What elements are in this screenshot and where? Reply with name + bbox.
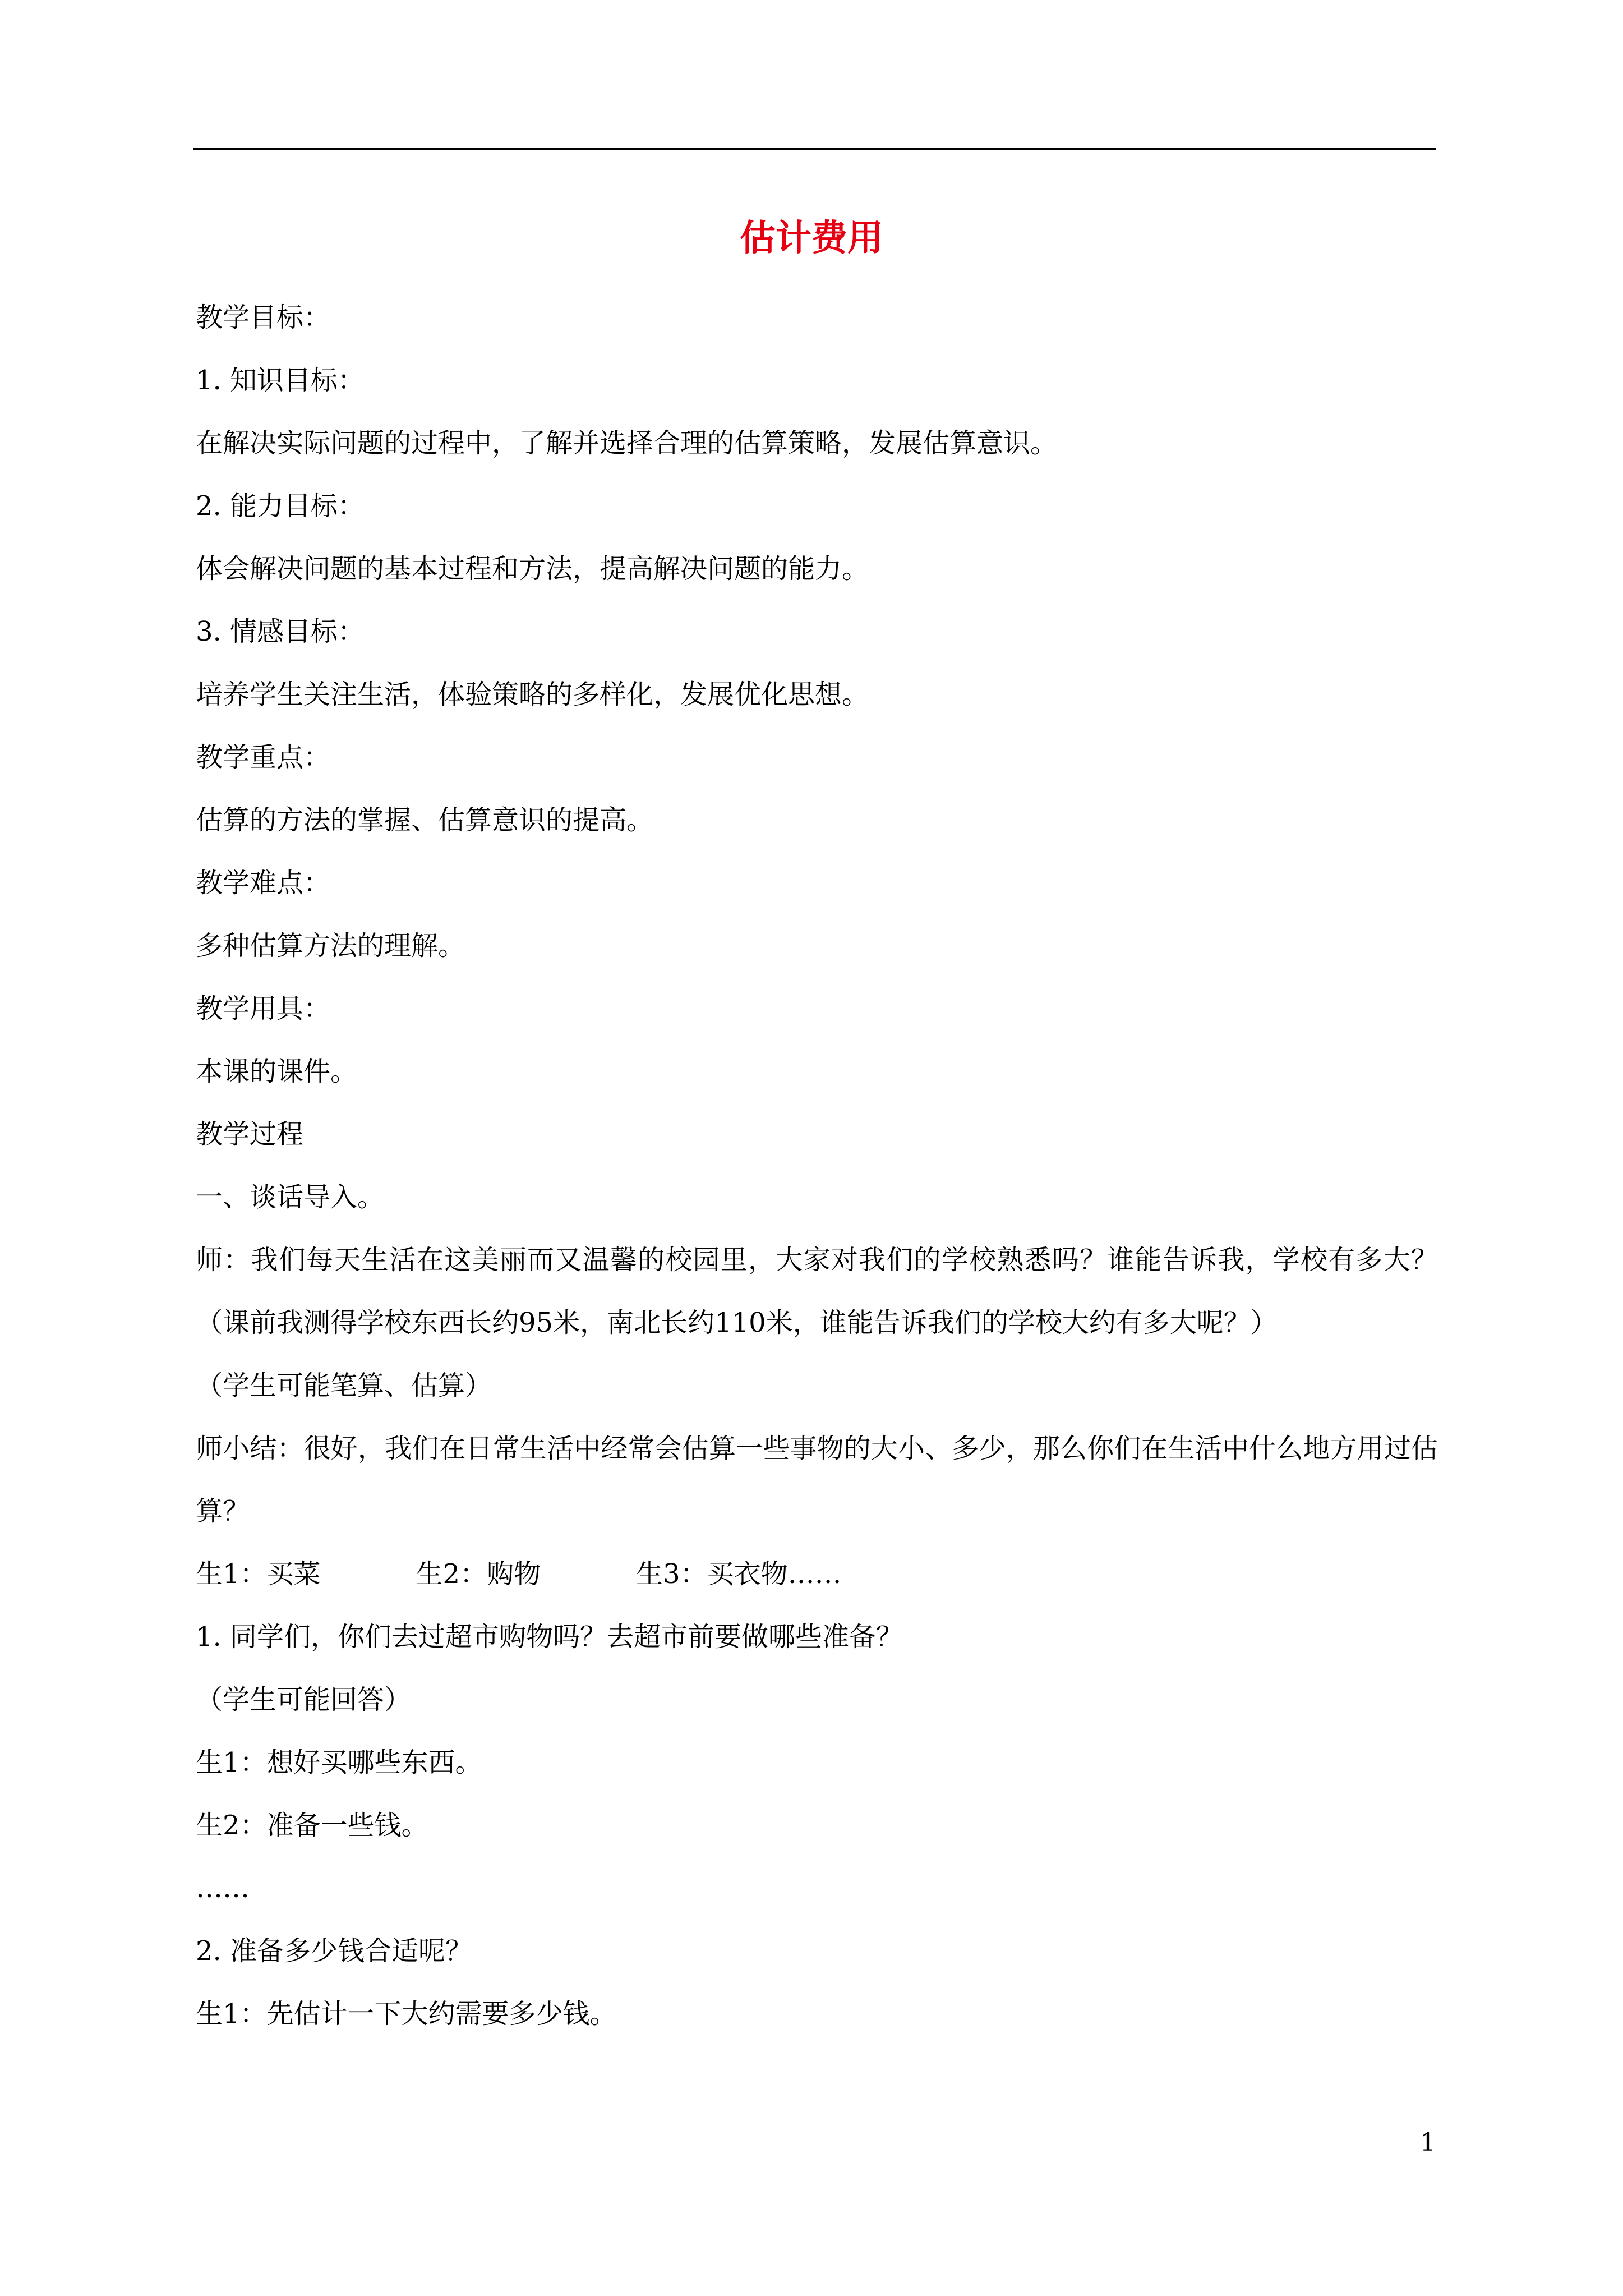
page-number: 1 — [1420, 2128, 1436, 2157]
paragraph: 师小结：很好，我们在日常生活中经常会估算一些事物的大小、多少，那么你们在生活中什么地方用过估算？ — [196, 1433, 1438, 1527]
paragraph: 教学过程 — [196, 1119, 304, 1150]
paragraph: 教学难点： — [196, 867, 331, 899]
paragraph: （学生可能笔算、估算） — [196, 1370, 492, 1401]
paragraph: …… — [196, 1872, 250, 1904]
paragraph: 生2：准备一些钱。 — [196, 1810, 428, 1841]
paragraph: 师：我们每天生活在这美丽而又温馨的校园里，大家对我们的学校熟悉吗？谁能告诉我，学校有多大？（课前我测得学校东西长约95米，南北长约110米，谁能告诉我们的学校大约有多大呢？） — [196, 1244, 1438, 1338]
paragraph: 2. 准备多少钱合适呢？ — [196, 1935, 473, 1967]
paragraph: 3. 情感目标： — [196, 616, 365, 647]
paragraph: 教学目标： — [196, 302, 331, 333]
paragraph: 教学用具： — [196, 993, 331, 1024]
paragraph: 多种估算方法的理解。 — [196, 930, 465, 961]
student-answer: 生1：买菜 — [196, 1558, 321, 1590]
paragraph: 估算的方法的掌握、估算意识的提高。 — [196, 804, 654, 836]
paragraph: 生1：先估计一下大约需要多少钱。 — [196, 1998, 617, 2030]
student-answers-line — [196, 1543, 1438, 1605]
paragraph: 1. 同学们，你们去过超市购物吗？去超市前要做哪些准备？ — [196, 1621, 903, 1653]
paragraph: 培养学生关注生活，体验策略的多样化，发展优化思想。 — [196, 679, 869, 710]
paragraph: 2. 能力目标： — [196, 490, 365, 522]
document-body — [196, 286, 1438, 2045]
student-answer: 生2：购物 — [416, 1558, 541, 1590]
document-title: 估计费用 — [740, 217, 883, 259]
header-rule — [193, 148, 1436, 150]
paragraph: 1. 知识目标： — [196, 365, 365, 396]
paragraph: 在解决实际问题的过程中，了解并选择合理的估算策略，发展估算意识。 — [196, 427, 1058, 459]
student-answer: 生3：买衣物…… — [636, 1558, 842, 1590]
paragraph: 体会解决问题的基本过程和方法，提高解决问题的能力。 — [196, 553, 869, 585]
paragraph: 教学重点： — [196, 742, 331, 773]
paragraph: 生1：想好买哪些东西。 — [196, 1747, 482, 1778]
paragraph: （学生可能回答） — [196, 1684, 412, 1715]
paragraph: 一、谈话导入。 — [196, 1181, 385, 1213]
paragraph: 本课的课件。 — [196, 1056, 358, 1087]
